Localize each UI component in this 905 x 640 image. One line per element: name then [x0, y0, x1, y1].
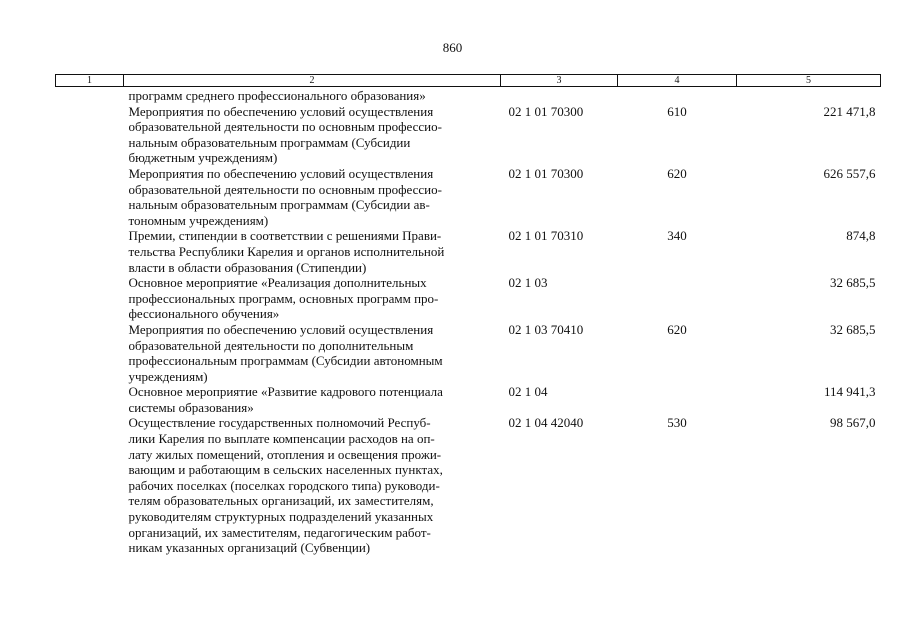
- row-number-cell: [56, 415, 124, 555]
- description-line: Мероприятия по обеспечению условий осуществления: [128, 321, 434, 337]
- description-line: нальным образовательным программам (Субсидии: [128, 134, 411, 150]
- amount-cell: 32 685,5: [830, 321, 876, 337]
- description-line: системы образования»: [128, 399, 254, 415]
- target-article-code-cell: 02 1 04: [508, 384, 548, 400]
- row-number-cell: [56, 104, 124, 166]
- target-article-code-cell: 02 1 04 42040: [508, 415, 584, 431]
- column-header-4: 4: [618, 75, 737, 87]
- description-line: профессиональным программам (Субсидии автономным: [128, 353, 443, 369]
- description-line: образовательной деятельности по основным профессио-: [128, 119, 442, 135]
- header-row: [56, 75, 881, 87]
- description-line: лату жилых помещений, отопления и освещения прожи-: [128, 446, 442, 462]
- description-cell: [124, 384, 501, 415]
- page-number: 860: [442, 40, 463, 55]
- table-row: [56, 275, 881, 322]
- amount-cell: 98 567,0: [830, 415, 876, 431]
- amount-cell: 626 557,6: [823, 165, 876, 181]
- column-header-3: 3: [501, 75, 618, 87]
- description-line: руководителям структурных подразделений указанных: [128, 509, 434, 525]
- table-body: [56, 87, 881, 556]
- expense-type-cell: [618, 384, 737, 415]
- amount-cell: [737, 87, 881, 104]
- description-line: организаций, их заместителям, педагогическим работ-: [128, 524, 431, 540]
- description-cell: [124, 275, 501, 322]
- description-line: телям образовательных организаций, их заместителям,: [128, 493, 434, 509]
- expense-type-cell: 620: [667, 321, 687, 337]
- description-line: бюджетным учреждениям): [128, 150, 278, 166]
- description-line: тельства Республики Карелия и органов исполнительной: [128, 243, 445, 259]
- column-header-5: 5: [737, 75, 881, 87]
- description-line: образовательной деятельности по основным профессио-: [128, 181, 442, 197]
- expense-type-cell: 610: [667, 103, 687, 119]
- expense-type-cell: 530: [667, 415, 687, 431]
- expense-type-cell: [618, 87, 737, 104]
- description-line: тономным учреждениям): [128, 212, 269, 228]
- target-article-code-cell: 02 1 03: [508, 275, 548, 291]
- column-header-1: 1: [56, 75, 124, 87]
- table-row: [56, 87, 881, 104]
- description-line: нальным образовательным программам (Субсидии ав-: [128, 197, 430, 213]
- description-line: учреждениям): [128, 368, 208, 384]
- description-cell: [124, 228, 501, 275]
- amount-cell: 32 685,5: [830, 275, 876, 291]
- row-number-cell: [56, 384, 124, 415]
- description-line: Премии, стипендии в соответствии с решениями Прави-: [128, 228, 442, 244]
- column-header-2: 2: [124, 75, 501, 87]
- row-number-cell: [56, 275, 124, 322]
- amount-cell: 874,8: [846, 228, 876, 244]
- description-cell: [124, 87, 501, 104]
- description-line: фессионального обучения»: [128, 306, 280, 322]
- description-line: программ среднего профессионального образования»: [128, 88, 426, 103]
- row-number-cell: [56, 322, 124, 384]
- row-number-cell: [56, 228, 124, 275]
- table-row: [56, 322, 881, 384]
- amount-cell: 221 471,8: [823, 103, 876, 119]
- table-row: [56, 166, 881, 228]
- budget-table: [55, 74, 881, 556]
- row-number-cell: [56, 166, 124, 228]
- table-row: [56, 384, 881, 415]
- description-line: вающим и работающим в сельских населенных пунктах,: [128, 462, 443, 478]
- expense-type-cell: 620: [667, 165, 687, 181]
- description-cell: [124, 415, 501, 555]
- description-line: никам указанных организаций (Субвенции): [128, 540, 371, 556]
- description-line: власти в области образования (Стипендии): [128, 259, 367, 275]
- description-line: Мероприятия по обеспечению условий осуществления: [128, 165, 434, 181]
- row-number-cell: [56, 87, 124, 104]
- description-cell: [124, 322, 501, 384]
- description-line: лики Карелия по выплате компенсации расходов на оп-: [128, 431, 435, 447]
- amount-cell: 114 941,3: [823, 384, 876, 400]
- expense-type-cell: 340: [667, 228, 687, 244]
- description-line: профессиональных программ, основных программ про-: [128, 290, 439, 306]
- expense-type-cell: [618, 275, 737, 322]
- table-row: [56, 415, 881, 555]
- target-article-code-cell: 02 1 01 70310: [508, 228, 584, 244]
- description-cell: [124, 104, 501, 166]
- table-header: [56, 75, 881, 87]
- target-article-code-cell: 02 1 03 70410: [508, 321, 584, 337]
- description-cell: [124, 166, 501, 228]
- target-article-code-cell: 02 1 01 70300: [508, 165, 584, 181]
- target-article-code-cell: [501, 87, 618, 104]
- target-article-code-cell: 02 1 01 70300: [508, 103, 584, 119]
- description-line: Мероприятия по обеспечению условий осуществления: [128, 103, 434, 119]
- description-line: образовательной деятельности по дополнительным: [128, 337, 414, 353]
- description-line: Основное мероприятие «Развитие кадрового потенциала: [128, 384, 443, 400]
- description-line: Основное мероприятие «Реализация дополнительных: [128, 275, 427, 291]
- table-row: [56, 228, 881, 275]
- table-row: [56, 104, 881, 166]
- description-line: рабочих поселках (поселках городского типа) руководи-: [128, 477, 440, 493]
- description-line: Осуществление государственных полномочий Респуб-: [128, 415, 431, 431]
